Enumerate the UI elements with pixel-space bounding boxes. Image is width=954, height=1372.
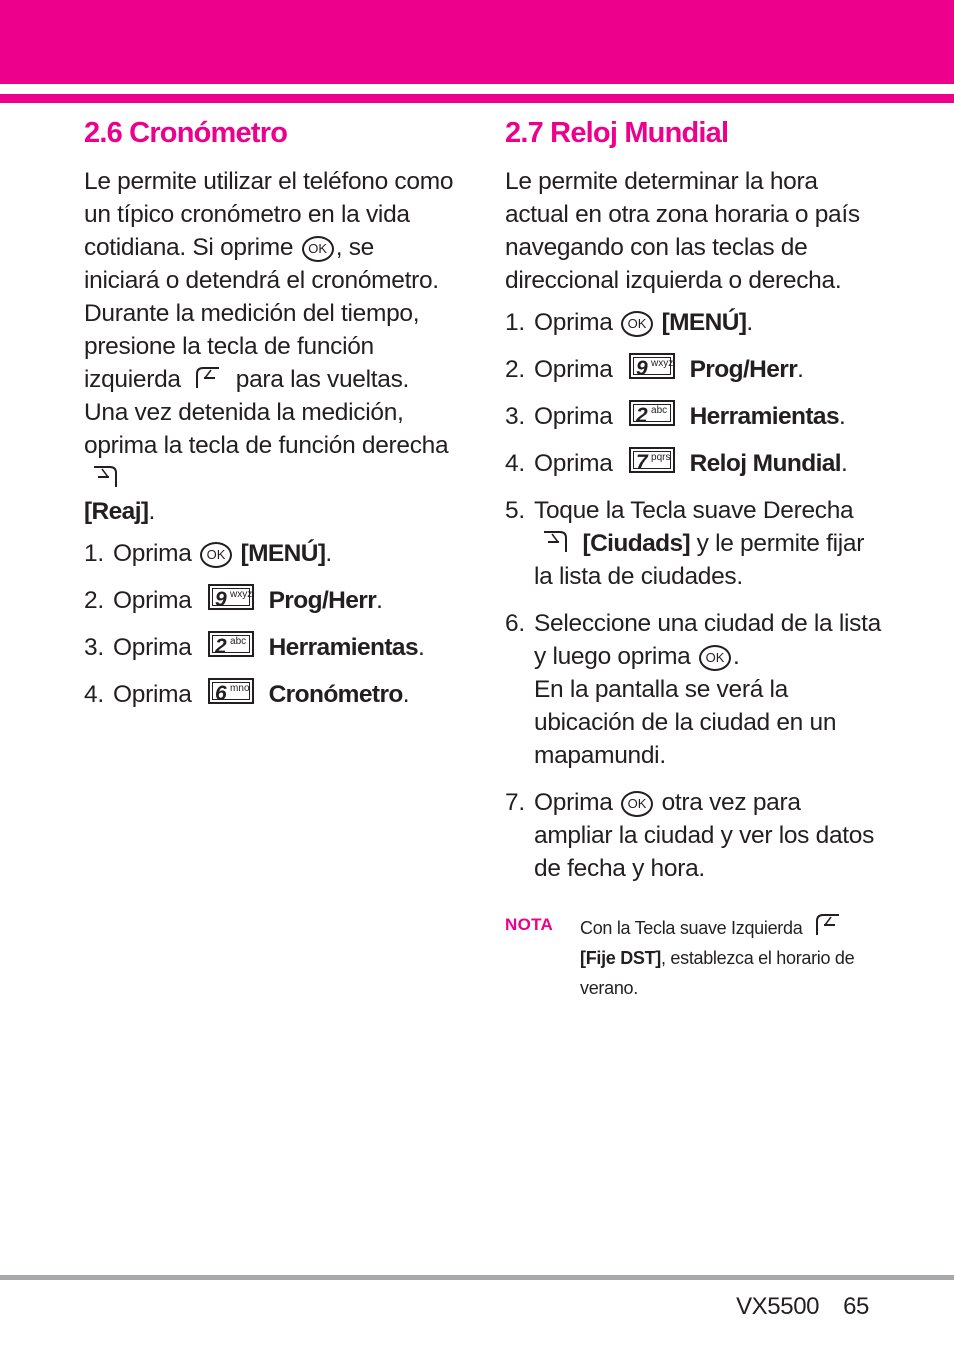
section-cronometro	[84, 112, 454, 725]
list-item: 6. Seleccione una ciudad de la lista y luego oprima OK . En la pantalla se verá la ubicación de la ciudad en un mapamundi.	[505, 610, 881, 769]
ok-key-icon: OK	[200, 542, 232, 568]
model-name: VX5500	[736, 1293, 820, 1320]
key-2-icon: 2 abc	[629, 400, 675, 426]
header-rule	[0, 94, 954, 103]
list-item: 4. Oprima 6 mno Cronómetro.	[84, 678, 454, 711]
key-9-icon: 9 wxyz	[629, 353, 675, 379]
note-box	[505, 911, 885, 1003]
list-item: 1. Oprima OK [MENÚ].	[505, 309, 753, 336]
section-reloj-mundial	[505, 112, 885, 1003]
page-footer	[736, 1293, 869, 1321]
list-item: 7. Oprima OK otra vez para ampliar la ciudad y ver los datos de fecha y hora.	[505, 789, 875, 882]
section-title-cronometro: 2.6 Cronómetro	[84, 117, 288, 149]
note-text: Con la Tecla suave Izquierda [Fije DST], establezca el horario de verano.	[580, 911, 885, 1003]
reloj-steps	[505, 306, 885, 885]
ok-key-icon: OK	[699, 645, 731, 671]
list-item: 1. Oprima OK [MENÚ].	[84, 540, 332, 567]
ok-key-icon: OK	[302, 236, 334, 262]
key-9-icon: 9 wxyz	[208, 584, 254, 610]
list-item: 4. Oprima 7 pqrs Reloj Mundial.	[505, 447, 885, 480]
key-2-icon: 2 abc	[208, 631, 254, 657]
page-number: 65	[843, 1293, 869, 1320]
list-item: 2. Oprima 9 wxyz Prog/Herr.	[84, 584, 454, 617]
header-band	[0, 0, 954, 84]
list-item: 2. Oprima 9 wxyz Prog/Herr.	[505, 353, 885, 386]
key-7-icon: 7 pqrs	[629, 447, 675, 473]
cronometro-steps	[84, 537, 454, 711]
left-soft-key-icon	[191, 364, 225, 392]
reloj-intro: Le permite determinar la hora actual en otra zona horaria o país navegando con las teclas de direccional izquierda o derecha.	[505, 168, 860, 294]
list-item: 3. Oprima 2 abc Herramientas.	[505, 400, 885, 433]
ok-key-icon: OK	[621, 311, 653, 337]
key-6-icon: 6 mno	[208, 678, 254, 704]
left-soft-key-icon	[811, 911, 845, 939]
right-soft-key-icon	[88, 463, 122, 491]
cronometro-intro: Le permite utilizar el teléfono como un típico cronómetro en la vida cotidiana. Si oprime OK , se iniciará o detendrá el cronómetro. Durante la medición del tiempo, presione la tecla de función izquierda para las vueltas. Una vez detenida la medición, oprima la tecla de función derecha [Reaj].	[84, 168, 454, 525]
list-item: 3. Oprima 2 abc Herramientas.	[84, 631, 454, 664]
footer-rule	[0, 1275, 954, 1280]
note-label: NOTA	[505, 915, 554, 934]
right-soft-key-icon	[538, 528, 572, 556]
ok-key-icon: OK	[621, 791, 653, 817]
section-title-reloj-mundial: 2.7 Reloj Mundial	[505, 117, 729, 149]
list-item: 5. Toque la Tecla suave Derecha [Ciudads] y le permite fijar la lista de ciudades.	[505, 497, 865, 590]
